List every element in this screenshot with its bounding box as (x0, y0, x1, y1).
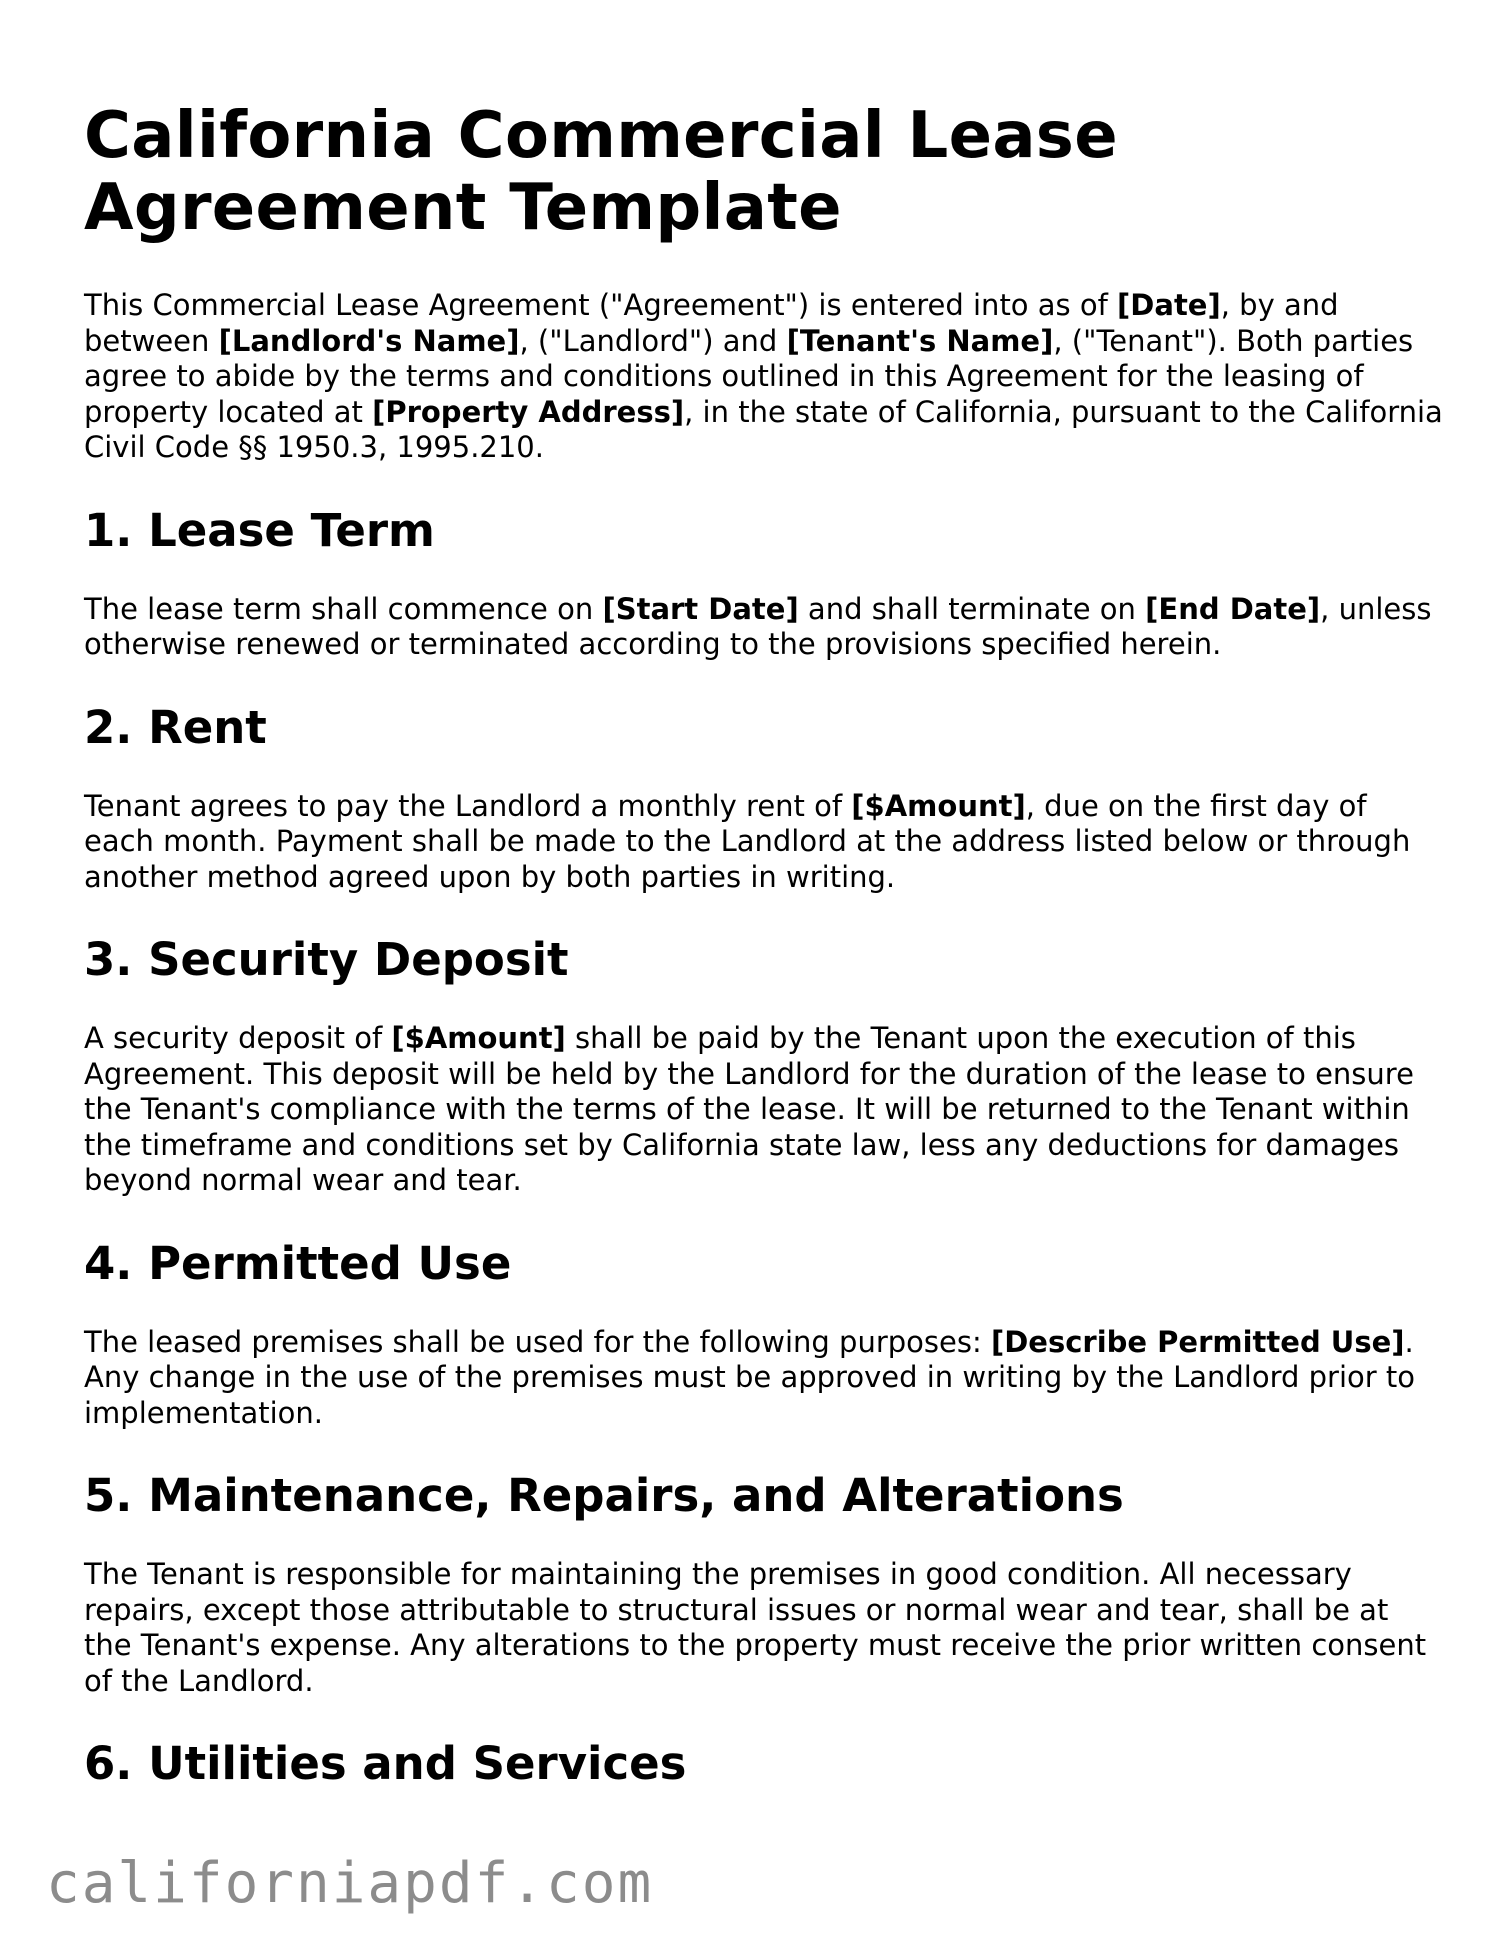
section-heading-security-deposit: 3. Security Deposit (84, 933, 569, 986)
section-heading-lease-term: 1. Lease Term (84, 503, 435, 557)
date-placeholder: [Date] (1117, 288, 1221, 322)
end-date-placeholder: [End Date] (1145, 591, 1321, 626)
deposit-text-2: shall be paid by the Tenant upon the execution of this Agreement. This deposit will be held by the Landlord for the duration of the lease to ensure the Tenant's compliance with the terms of the lease. It will be returned to the Tenant within the timeframe and conditions set by California state law, less any deductions for damages beyond normal wear and tear. (84, 1021, 1414, 1197)
permitted-use-placeholder: [Describe Permitted Use] (990, 1324, 1405, 1359)
intro-text-4: , ("Tenant"). Both parties agree to abide by the terms and conditions outlined in this Agreement for the leasing of property located at (84, 323, 1414, 429)
footer-watermark: californiapdf.com (46, 1851, 654, 1916)
lease-term-text-3: , unless otherwise renewed or terminated according to the provisions specified herein. (84, 591, 1432, 661)
section-heading-maintenance: 5. Maintenance, Repairs, and Alterations (84, 1469, 1124, 1522)
rent-text-2: , due on the first day of each month. Payment shall be made to the Landlord at the address listed below or through another method agreed upon by both parties in writing. (84, 788, 1411, 894)
landlord-name-placeholder: [Landlord's Name] (218, 323, 520, 358)
intro-text-2: , by and between (84, 288, 1339, 358)
property-address-placeholder: [Property Address] (372, 394, 685, 429)
rent-text-1: Tenant agrees to pay the Landlord a monthly rent of (84, 788, 852, 823)
intro-text-1: This Commercial Lease Agreement ("Agreement") is entered into as of (84, 288, 1118, 322)
section-body-security-deposit (84, 1021, 1444, 1199)
start-date-placeholder: [Start Date] (602, 591, 799, 626)
intro-text-3: , ("Landlord") and (519, 323, 787, 358)
section-body-lease-term (84, 592, 1444, 663)
intro-paragraph (84, 288, 1444, 466)
section-body-permitted-use (84, 1325, 1444, 1432)
section-heading-permitted-use: 4. Permitted Use (84, 1236, 512, 1290)
section-body-maintenance: The Tenant is responsible for maintaining the premises in good condition. All necessary repairs, except those attributable to structural issues or normal wear and tear, shall be at the Tenant's expense. Any alterations to the property must receive the prior written consent of the Landlord. (84, 1557, 1427, 1698)
rent-amount-placeholder: [$Amount] (851, 788, 1026, 823)
section-body-rent (84, 789, 1444, 896)
permitted-use-text-2: . Any change in the use of the premises must be approved in writing by the Landlord prior to implementation. (84, 1324, 1416, 1430)
section-heading-utilities: 6. Utilities and Services (84, 1737, 687, 1790)
document-title: California Commercial Lease Agreement Template (84, 99, 1118, 245)
document-page (84, 100, 1444, 1825)
tenant-name-placeholder: [Tenant's Name] (786, 323, 1054, 358)
lease-term-text-1: The lease term shall commence on (84, 591, 603, 626)
deposit-amount-placeholder: [$Amount] (391, 1021, 566, 1055)
section-heading-rent: 2. Rent (84, 700, 267, 754)
lease-term-text-2: and shall terminate on (798, 591, 1146, 626)
permitted-use-text-1: The leased premises shall be used for the following purposes: (84, 1324, 991, 1359)
intro-text-5: , in the state of California, pursuant to the California Civil Code §§ 1950.3, 1995.210. (84, 394, 1443, 464)
deposit-text-1: A security deposit of (84, 1021, 392, 1055)
